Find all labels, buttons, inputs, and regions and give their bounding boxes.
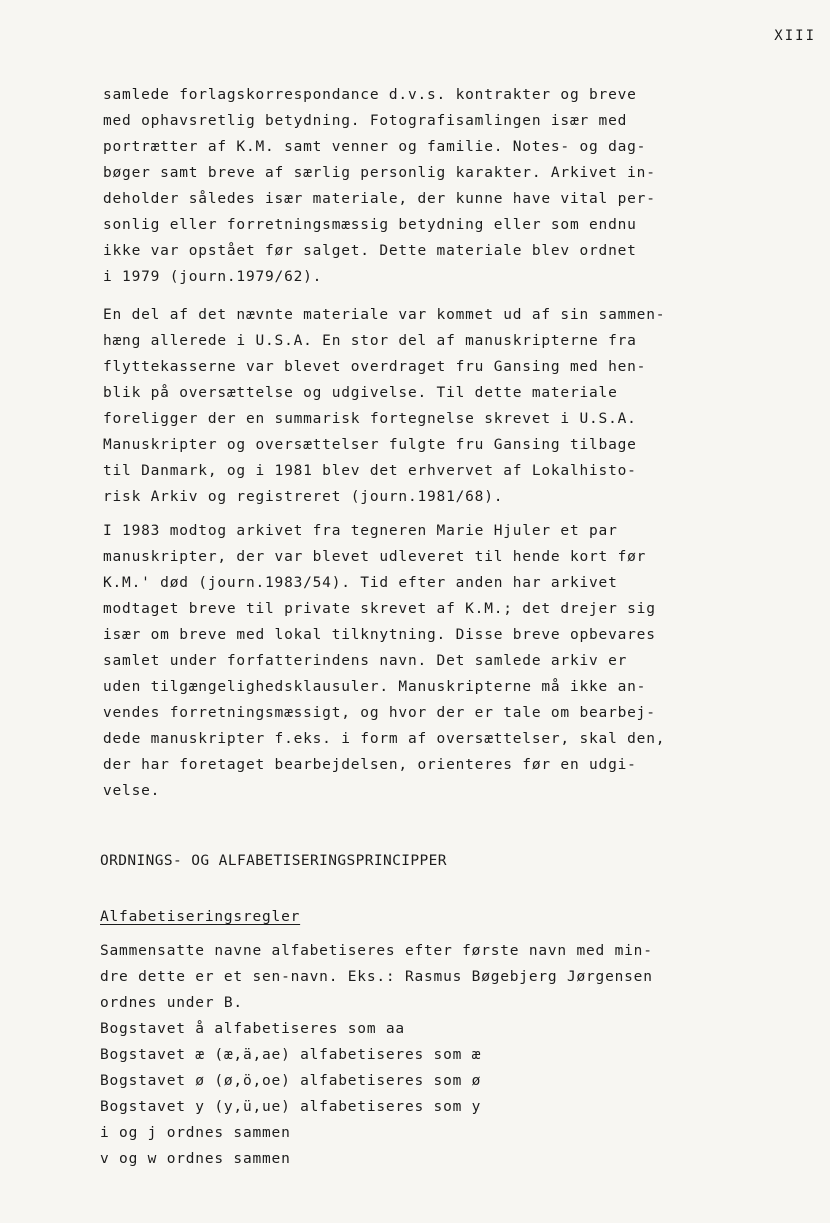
paragraph-1-line: sonlig eller forretningsmæssig betydning eller som endnu bbox=[103, 217, 637, 233]
paragraph-2-line: En del af det nævnte materiale var kommet ud af sin sammen- bbox=[103, 307, 666, 323]
paragraph-1-line: ikke var opstået før salget. Dette materiale blev ordnet bbox=[103, 243, 637, 259]
paragraph-2-line: risk Arkiv og registreret (journ.1981/68). bbox=[103, 489, 504, 505]
rule-line: v og w ordnes sammen bbox=[100, 1151, 291, 1167]
rule-line: Bogstavet ø (ø,ö,oe) alfabetiseres som ø bbox=[100, 1073, 482, 1089]
rule-line: i og j ordnes sammen bbox=[100, 1125, 291, 1141]
paragraph-1-line: deholder således især materiale, der kunne have vital per- bbox=[103, 191, 656, 207]
paragraph-2-line: hæng allerede i U.S.A. En stor del af manuskripterne fra bbox=[103, 333, 637, 349]
paragraph-2-line: flyttekasserne var blevet overdraget fru Gansing med hen- bbox=[103, 359, 647, 375]
paragraph-3-line: velse. bbox=[103, 783, 161, 799]
paragraph-1-line: samlede forlagskorrespondance d.v.s. kontrakter og breve bbox=[103, 87, 637, 103]
paragraph-3-line: uden tilgængelighedsklausuler. Manuskripterne må ikke an- bbox=[103, 679, 647, 695]
paragraph-3-line: vendes forretningsmæssigt, og hvor der er tale om bearbej- bbox=[103, 705, 656, 721]
page-number: XIII bbox=[774, 28, 816, 44]
rule-line: Bogstavet y (y,ü,ue) alfabetiseres som y bbox=[100, 1099, 482, 1115]
subheading: Alfabetiseringsregler bbox=[100, 909, 301, 925]
rule-line: Bogstavet å alfabetiseres som aa bbox=[100, 1021, 405, 1037]
paragraph-2-line: Manuskripter og oversættelser fulgte fru Gansing tilbage bbox=[103, 437, 637, 453]
section-heading: ORDNINGS- OG ALFABETISERINGSPRINCIPPER bbox=[100, 853, 447, 869]
paragraph-1-line: bøger samt breve af særlig personlig karakter. Arkivet in- bbox=[103, 165, 656, 181]
paragraph-2-line: blik på oversættelse og udgivelse. Til dette materiale bbox=[103, 385, 618, 401]
rule-line: Bogstavet æ (æ,ä,ae) alfabetiseres som æ bbox=[100, 1047, 482, 1063]
paragraph-3-line: manuskripter, der var blevet udleveret til hende kort før bbox=[103, 549, 647, 565]
paragraph-3-line: især om breve med lokal tilknytning. Disse breve opbevares bbox=[103, 627, 656, 643]
paragraph-3-line: I 1983 modtog arkivet fra tegneren Marie Hjuler et par bbox=[103, 523, 618, 539]
paragraph-3-line: K.M.' død (journ.1983/54). Tid efter anden har arkivet bbox=[103, 575, 618, 591]
paragraph-3-line: samlet under forfatterindens navn. Det samlede arkiv er bbox=[103, 653, 628, 669]
paragraph-3-line: dede manuskripter f.eks. i form af oversættelser, skal den, bbox=[103, 731, 666, 747]
paragraph-1-line: med ophavsretlig betydning. Fotografisamlingen især med bbox=[103, 113, 628, 129]
paragraph-1-line: portrætter af K.M. samt venner og familie. Notes- og dag- bbox=[103, 139, 647, 155]
paragraph-3-line: der har foretaget bearbejdelsen, orienteres før en udgi- bbox=[103, 757, 637, 773]
rule-line: ordnes under B. bbox=[100, 995, 243, 1011]
rule-line: dre dette er et sen-navn. Eks.: Rasmus Bøgebjerg Jørgensen bbox=[100, 969, 653, 985]
paragraph-3-line: modtaget breve til private skrevet af K.M.; det drejer sig bbox=[103, 601, 656, 617]
rule-line: Sammensatte navne alfabetiseres efter første navn med min- bbox=[100, 943, 653, 959]
paragraph-2-line: til Danmark, og i 1981 blev det erhvervet af Lokalhisto- bbox=[103, 463, 637, 479]
paragraph-1-line: i 1979 (journ.1979/62). bbox=[103, 269, 323, 285]
paragraph-2-line: foreligger der en summarisk fortegnelse skrevet i U.S.A. bbox=[103, 411, 637, 427]
